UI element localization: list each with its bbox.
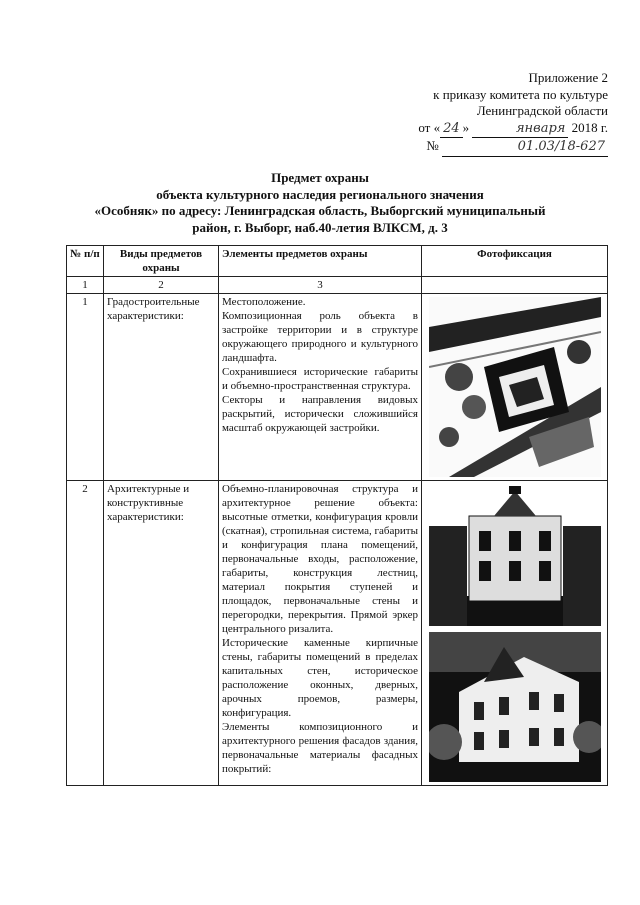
handwritten-number: 01.03/18-627	[442, 139, 608, 157]
row-number: 1	[67, 294, 104, 481]
table-header-row	[67, 246, 608, 277]
table-row	[67, 481, 608, 786]
row-number: 2	[67, 481, 104, 786]
col-header-number: № п/п	[67, 246, 104, 277]
table-row	[67, 294, 608, 481]
row-type: Градостроительные характеристики:	[104, 294, 219, 481]
row-type: Архитектурные и конструктивные характеристики:	[104, 481, 219, 786]
row-elements: Местоположение. Композиционная роль объекта в застройке территории и в структуре окружающего природного и культурного ландшафта. Сохранившиеся исторические габариты и объемно-пространственная структура. Секторы и направления видовых раскрытий, исторически сложившийся масштаб окружающей застройки.	[219, 294, 422, 481]
building-photo	[429, 632, 601, 782]
handwritten-day: 24	[440, 121, 463, 139]
column-number-row: 1 2 3	[67, 277, 608, 294]
row-elements: Объемно-планировочная структура и архитектурное решение объекта: высотные отметки, конфигурация кровли (скатная), стропильная система, габариты и конфигурация плана помещений, первоначальные входы, расположение, габариты, конструкция лестниц, материал покрытия ступеней и площадок, первоначальные стены и перегородки, перекрытия. Прямой эркер центрального ризалита. Исторические каменные кирпичные стены, габариты помещений в пределах капитальных стен, историческое расположение оконных, дверных, арочных проемов, размеры, конфигурация. Элементы композиционного и архитектурного решения фасадов здания, первоначальные материалы фасадных покрытий:	[219, 481, 422, 786]
aerial-photo	[429, 297, 601, 477]
order-reference: к приказу комитета по культуре	[433, 86, 608, 102]
order-date: от « 24 » января 2018 г.	[368, 120, 608, 139]
document-title: Предмет охраны объекта культурного наследия регионального значения «Особняк» по адресу: Ленинградская область, Выборгский муниципальный район, г. Выборг, наб.40-летия ВЛКСМ, д. 3	[94, 170, 546, 235]
row-photo	[422, 294, 608, 481]
handwritten-month: января	[472, 121, 568, 139]
order-number: № 01.03/18-627	[368, 138, 608, 157]
protection-table	[66, 245, 608, 786]
facade-photo	[429, 486, 601, 626]
col-header-photo: Фотофиксация	[422, 246, 608, 277]
col-header-type: Виды предметов охраны	[104, 246, 219, 277]
col-header-elements: Элементы предметов охраны	[219, 246, 422, 277]
appendix-label: Приложение 2	[528, 70, 608, 85]
region-label: Ленинградской области	[476, 103, 608, 118]
row-photo	[422, 481, 608, 786]
document-header	[368, 70, 608, 157]
